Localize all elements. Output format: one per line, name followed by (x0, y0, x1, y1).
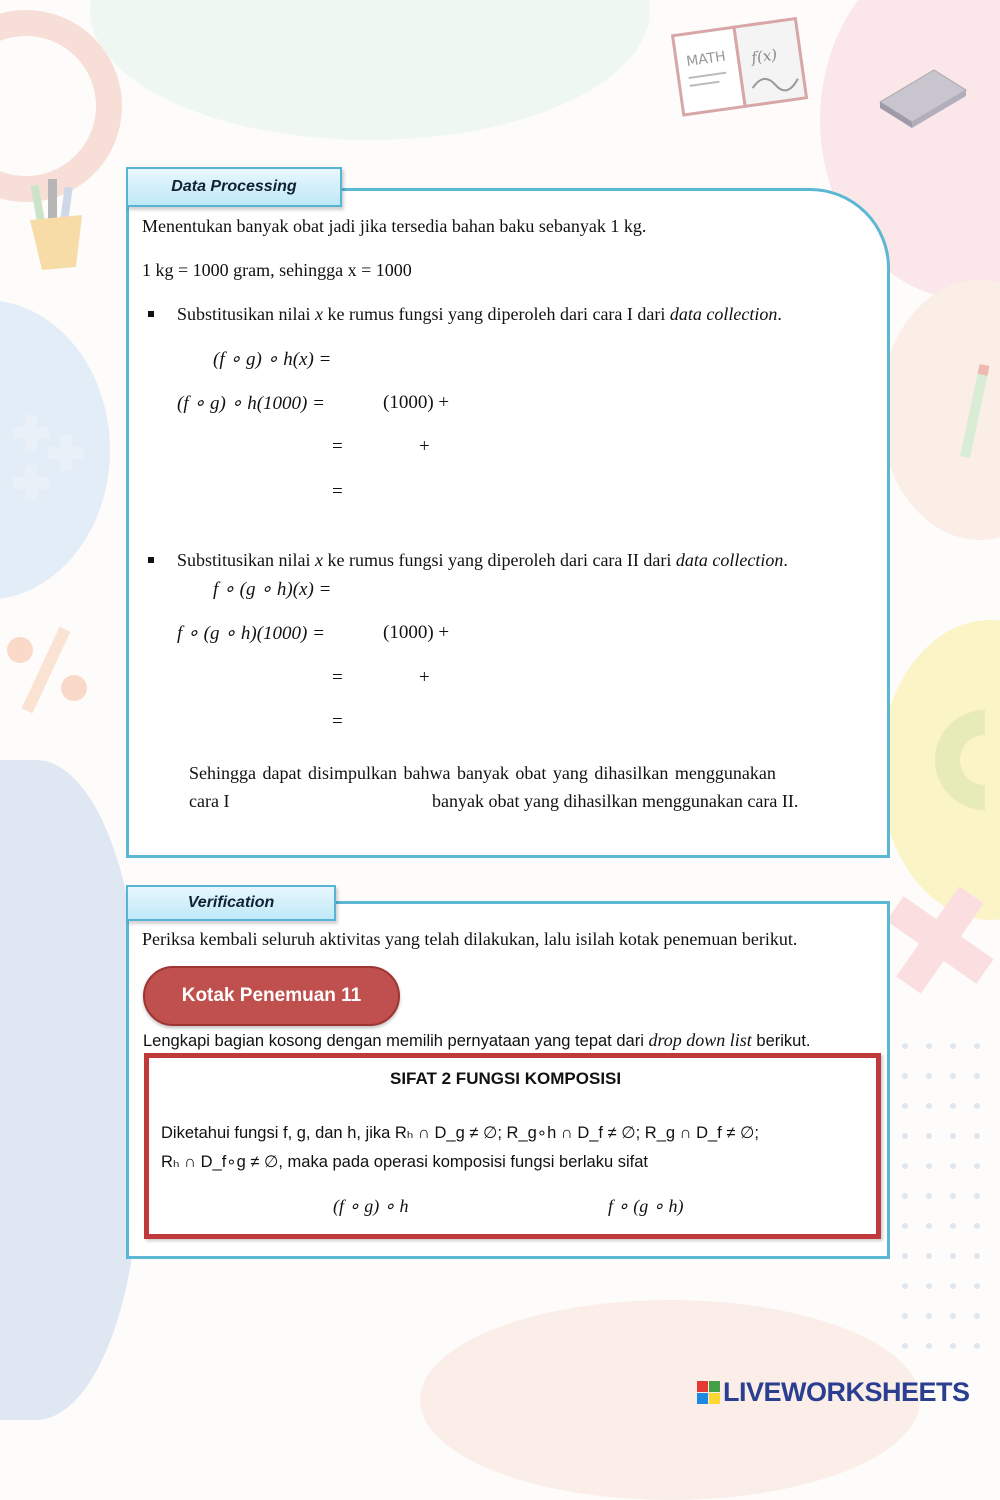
method1-instruction (177, 304, 782, 325)
bg-mint-blob (90, 0, 650, 140)
method1-instruction-end: . (777, 304, 782, 324)
method2-instruction-mid: ke rumus fungsi yang diperoleh dari cara II dari (323, 550, 676, 570)
method2-line4-eq (332, 711, 343, 733)
method2-line3-plus-text: + (419, 667, 430, 688)
method1-line2-right-text: (1000) + (383, 392, 450, 413)
method1-line3-plus (419, 436, 430, 458)
plus-signs-icon (5, 410, 105, 510)
method2-line2-right (383, 622, 449, 644)
method1-line1-text: (f ∘ g) ∘ h(x) = (213, 349, 332, 370)
dropdown-instruction-em: drop down list (648, 1030, 752, 1050)
sifat-lhs (333, 1196, 409, 1217)
method2-line3-plus (419, 667, 430, 689)
method1-formula-blank[interactable] (336, 349, 660, 373)
method2-instruction-pre: Substitusikan nilai (177, 550, 316, 570)
method1-result-blank[interactable] (352, 481, 476, 505)
method2-term2-blank[interactable] (440, 667, 524, 691)
method1-instruction-em: data collection (669, 304, 778, 324)
conclusion-line2-start (189, 791, 229, 812)
kotak-penemuan-badge (143, 966, 400, 1026)
method1-line3-eq (332, 436, 343, 458)
method1-instruction-pre: Substitusikan nilai (177, 304, 316, 324)
bullet-method2 (148, 557, 154, 563)
logo-mark-cell (709, 1393, 720, 1404)
method1-line1 (213, 348, 660, 373)
dropdown-instruction-pre: Lengkapi bagian kosong dengan memilih pernyataan yang tepat dari (143, 1032, 649, 1050)
protractor-icon (920, 700, 1000, 820)
method2-line2 (177, 622, 325, 645)
dp-conversion (142, 260, 412, 281)
sifat-relation-dropdown[interactable] (440, 1196, 590, 1220)
logo-mark-cell (697, 1393, 708, 1404)
method2-line2-left: f ∘ (g ∘ h)(1000) = (177, 623, 325, 644)
percent-sign-icon (2, 620, 97, 720)
method2-line3-eq (332, 667, 343, 689)
verification-instruction (142, 929, 797, 950)
dot-grid-decoration (895, 1040, 1000, 1380)
conclusion-line2-end-text: banyak obat yang dihasilkan menggunakan cara II. (432, 791, 799, 811)
dp-intro (142, 216, 646, 237)
method2-instruction-end: . (783, 550, 788, 570)
sifat-rhs (608, 1196, 684, 1217)
method2-line2-right-text: (1000) + (383, 622, 450, 643)
math-book-icon (668, 15, 808, 125)
sifat-lhs-text: (f ∘ g) ∘ h (333, 1196, 409, 1216)
method1-line4-eq (332, 481, 343, 503)
liveworksheets-logo-text: LIVEWORKSHEETS (723, 1377, 970, 1407)
method2-line1 (213, 578, 660, 603)
sifat-box-line1 (161, 1123, 759, 1143)
sifat-box-title-text: SIFAT 2 FUNGSI KOMPOSISI (390, 1069, 622, 1088)
method1-line3-plus-text: + (419, 436, 430, 457)
method1-line3-eq-text: = (332, 436, 343, 457)
conclusion-line1-text: Sehingga dapat disimpulkan bahwa banyak obat yang dihasilkan menggunakan (189, 763, 776, 783)
pencil-cup-icon (22, 175, 92, 275)
method1-instruction-mid: ke rumus fungsi yang diperoleh dari cara I dari (323, 304, 670, 324)
conclusion-line1 (189, 763, 776, 784)
liveworksheets-logo (697, 1377, 970, 1408)
calculator-icon (872, 62, 972, 132)
method2-line3-eq-text: = (332, 667, 343, 688)
dp-conversion-text: 1 kg = 1000 gram, sehingga x = 1000 (142, 260, 412, 280)
conclusion-comparison-blank[interactable] (245, 791, 429, 815)
data-processing-panel (126, 188, 890, 858)
kotak-penemuan-label: Kotak Penemuan 11 (181, 985, 362, 1006)
dropdown-instruction (143, 1030, 811, 1051)
pencil-icon (950, 360, 1000, 470)
method1-line2-right (383, 392, 449, 414)
method2-instruction-var: x (315, 550, 324, 570)
method1-line2-left: (f ∘ g) ∘ h(1000) = (177, 393, 325, 414)
sifat-box-line1-text: Diketahui fungsi f, g, dan h, jika Rₕ ∩ D_g ≠ ∅; R_g∘h ∩ D_f ≠ ∅; R_g ∩ D_f ≠ ∅; (161, 1124, 759, 1142)
data-processing-tab (126, 167, 342, 207)
method2-coef-blank[interactable] (350, 622, 384, 646)
liveworksheets-logo-mark (697, 1381, 720, 1404)
method2-instruction (177, 550, 788, 571)
sifat-box-title (390, 1069, 621, 1089)
method1-line4-eq-text: = (332, 481, 343, 502)
method1-term1-blank[interactable] (352, 436, 416, 460)
math-book-label: MATH (685, 48, 727, 71)
sifat-rhs-text: f ∘ (g ∘ h) (608, 1196, 684, 1216)
method2-formula-blank[interactable] (336, 579, 660, 603)
plus-large-icon (880, 880, 1000, 1000)
sifat-box-line2-text: Rₕ ∩ D_f∘g ≠ ∅, maka pada operasi komposisi fungsi berlaku sifat (161, 1153, 648, 1171)
logo-mark-cell (709, 1381, 720, 1392)
method1-coef-blank[interactable] (350, 392, 384, 416)
verification-tab-label: Verification (187, 894, 275, 911)
method2-term1-blank[interactable] (352, 667, 416, 691)
method2-const-blank[interactable] (470, 622, 554, 646)
conclusion-line2-end (432, 791, 798, 812)
verification-tab (126, 885, 336, 921)
verification-instruction-text: Periksa kembali seluruh aktivitas yang telah dilakukan, lalu isilah kotak penemuan berikut. (142, 929, 798, 949)
method2-line4-eq-text: = (332, 711, 343, 732)
data-processing-tab-label: Data Processing (171, 178, 297, 195)
method1-line2 (177, 392, 325, 415)
bullet-method1 (148, 311, 154, 317)
dropdown-instruction-end: berikut. (751, 1032, 811, 1050)
logo-mark-cell (697, 1381, 708, 1392)
method1-instruction-var: x (315, 304, 324, 324)
sifat-box-line2 (161, 1152, 648, 1172)
bg-blue-blob-bottom (0, 760, 140, 1420)
method2-result-blank[interactable] (352, 711, 476, 735)
dp-intro-text: Menentukan banyak obat jadi jika tersedia bahan baku sebanyak 1 kg. (142, 216, 647, 236)
fx-book-label: f(x) (750, 45, 779, 67)
method1-term2-blank[interactable] (440, 436, 524, 460)
method2-instruction-em: data collection (675, 550, 784, 570)
method1-const-blank[interactable] (470, 392, 554, 416)
method2-line1-text: f ∘ (g ∘ h)(x) = (213, 579, 332, 600)
conclusion-line2-start-text: cara I (189, 791, 230, 811)
